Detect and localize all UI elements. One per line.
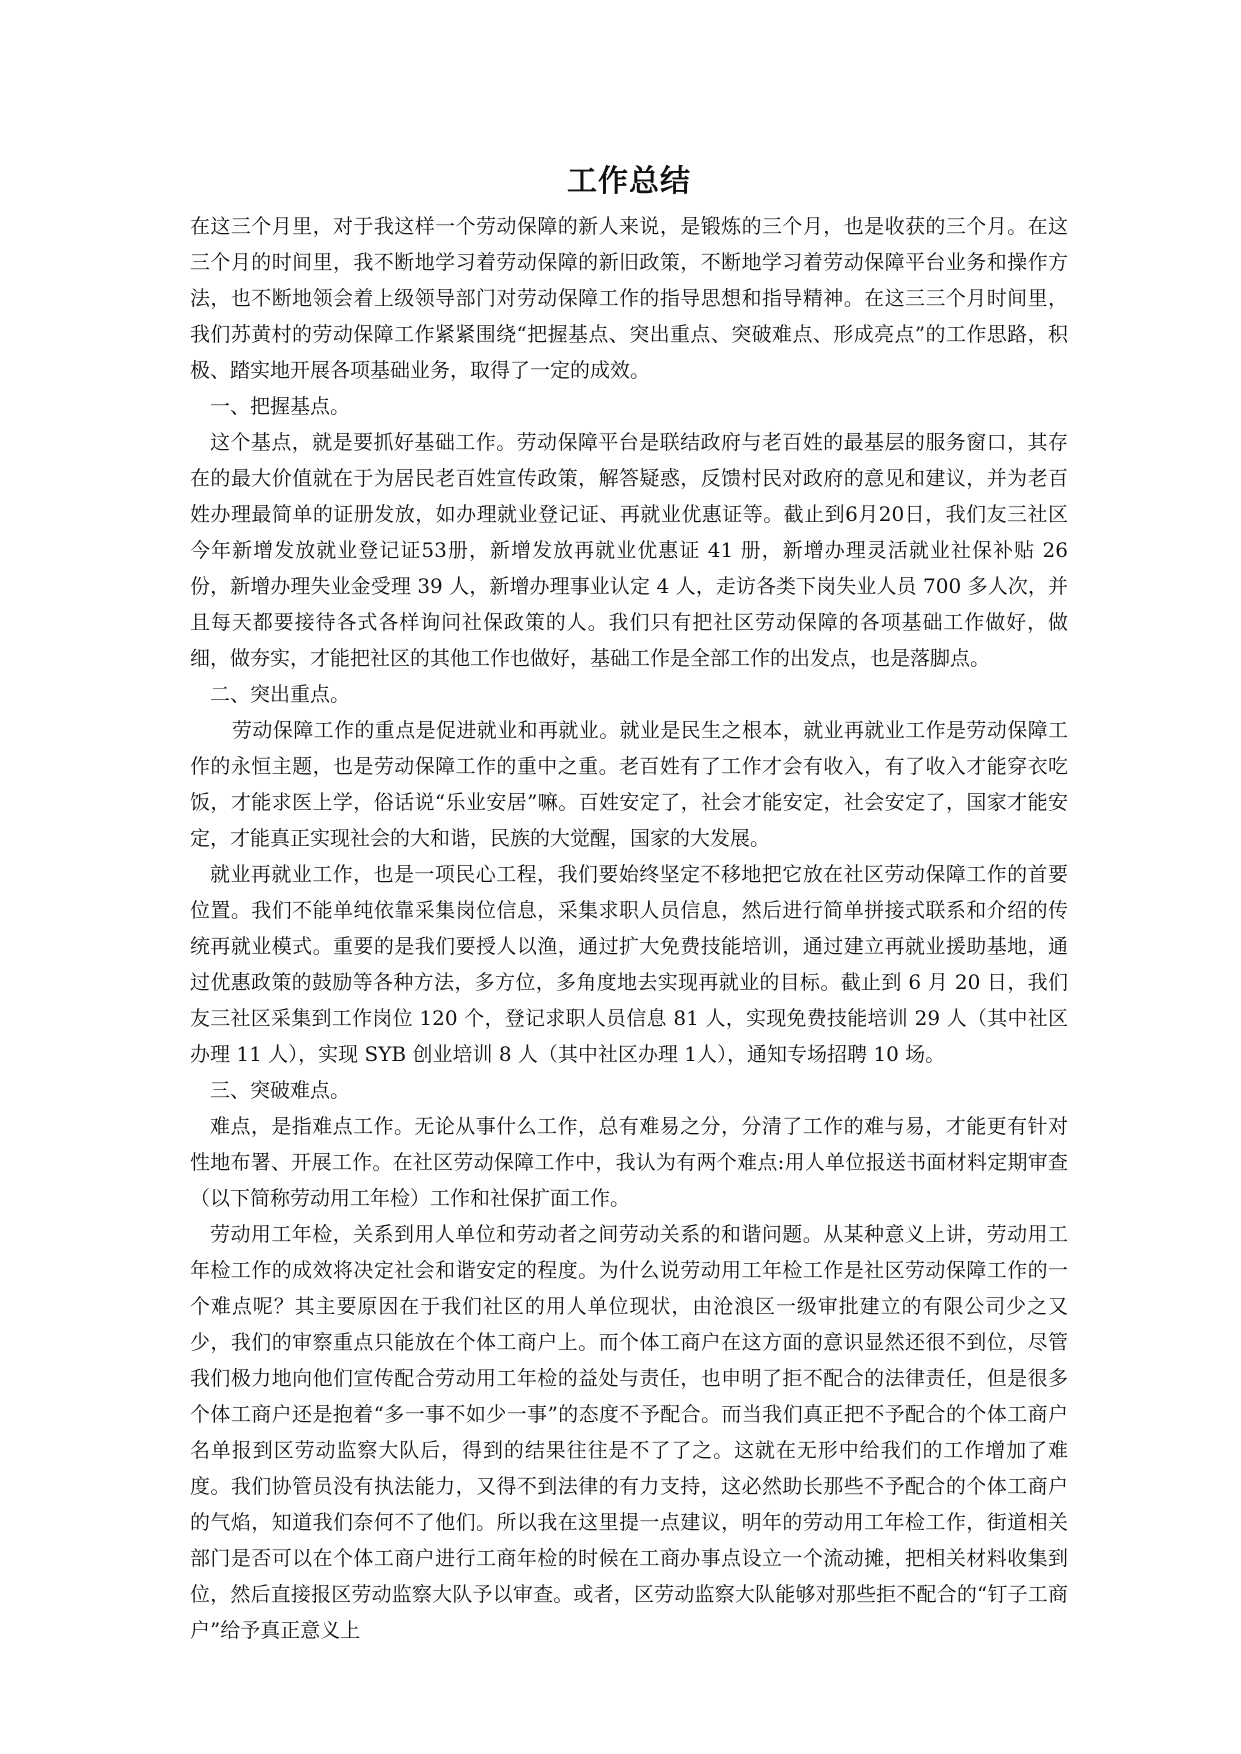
section-2-paragraph-1: 劳动保障工作的重点是促进就业和再就业。就业是民生之根本，就业再就业工作是劳动保障工作的永恒主题，也是劳动保障工作的重中之重。老百姓有了工作才会有收入，有了收入才能穿衣吃饭，才能求医上学，俗话说“乐业安居”嘛。百姓安定了，社会才能安定，社会安定了，国家才能安定，才能真正实现社会的大和谐，民族的大觉醒，国家的大发展。 [190,718,1068,850]
section-heading-3: 三、突破难点。 [210,1078,350,1102]
intro-paragraph: 在这三个月里，对于我这样一个劳动保障的新人来说，是锻炼的三个月，也是收获的三个月。在这三个月的时间里，我不断地学习着劳动保障的新旧政策，不断地学习着劳动保障平台业务和操作方法，也不断地领会着上级领导部门对劳动保障工作的指导思想和指导精神。在这三三个月时间里，我们苏黄村的劳动保障工作紧紧围绕“把握基点、突出重点、突破难点、形成亮点”的工作思路，积极、踏实地开展各项基础业务，取得了一定的成效。 [190,214,1068,382]
section-1-paragraph-1: 这个基点，就是要抓好基础工作。劳动保障平台是联结政府与老百姓的最基层的服务窗口，其存在的最大价值就在于为居民老百姓宣传政策，解答疑惑，反馈村民对政府的意见和建议，并为老百姓办理最简单的证册发放，如办理就业登记证、再就业优惠证等。截止到6月20日，我们友三社区今年新增发放就业登记证53册，新增发放再就业优惠证 41 册，新增办理灵活就业社保补贴 26 份，新增办理失业金受理 39 人，新增办理事业认定 4 人，走访各类下岗失业人员 700 多人次，并且每天都要接待各式各样询问社保政策的人。我们只有把社区劳动保障的各项基础工作做好，做细，做夯实，才能把社区的其他工作也做好，基础工作是全部工作的出发点，也是落脚点。 [190,430,1068,670]
section-3-paragraph-1: 难点，是指难点工作。无论从事什么工作，总有难易之分，分清了工作的难与易，才能更有针对性地布署、开展工作。在社区劳动保障工作中，我认为有两个难点:用人单位报送书面材料定期审查（以下简称劳动用工年检）工作和社保扩面工作。 [190,1114,1068,1210]
section-heading-1: 一、把握基点。 [210,394,350,418]
document-body [190,160,1068,1648]
section-heading-2: 二、突出重点。 [210,682,350,706]
document-title: 工作总结 [567,164,691,199]
section-2-paragraph-2: 就业再就业工作，也是一项民心工程，我们要始终坚定不移地把它放在社区劳动保障工作的首要位置。我们不能单纯依靠采集岗位信息，采集求职人员信息，然后进行简单拼接式联系和介绍的传统再就业模式。重要的是我们要授人以渔，通过扩大免费技能培训，通过建立再就业援助基地，通过优惠政策的鼓励等各种方法，多方位，多角度地去实现再就业的目标。截止到 6 月 20 日，我们友三社区采集到工作岗位 120 个，登记求职人员信息 81 人，实现免费技能培训 29 人（其中社区办理 11 人），实现 SYB 创业培训 8 人（其中社区办理 1人），通知专场招聘 10 场。 [190,862,1068,1066]
section-3-paragraph-2: 劳动用工年检，关系到用人单位和劳动者之间劳动关系的和谐问题。从某种意义上讲，劳动用工年检工作的成效将决定社会和谐安定的程度。为什么说劳动用工年检工作是社区劳动保障工作的一个难点呢？其主要原因在于我们社区的用人单位现状，由沧浪区一级审批建立的有限公司少之又少，我们的审察重点只能放在个体工商户上。而个体工商户在这方面的意识显然还很不到位，尽管我们极力地向他们宣传配合劳动用工年检的益处与责任，也申明了拒不配合的法律责任，但是很多个体工商户还是抱着“多一事不如少一事”的态度不予配合。而当我们真正把不予配合的个体工商户名单报到区劳动监察大队后，得到的结果往往是不了了之。这就在无形中给我们的工作增加了难度。我们协管员没有执法能力，又得不到法律的有力支持，这必然助长那些不予配合的个体工商户的气焰，知道我们奈何不了他们。所以我在这里提一点建议，明年的劳动用工年检工作，街道相关部门是否可以在个体工商户进行工商年检的时候在工商办事点设立一个流动摊，把相关材料收集到位，然后直接报区劳动监察大队予以审查。或者，区劳动监察大队能够对那些拒不配合的“钉子工商户”给予真正意义上 [190,1222,1068,1642]
